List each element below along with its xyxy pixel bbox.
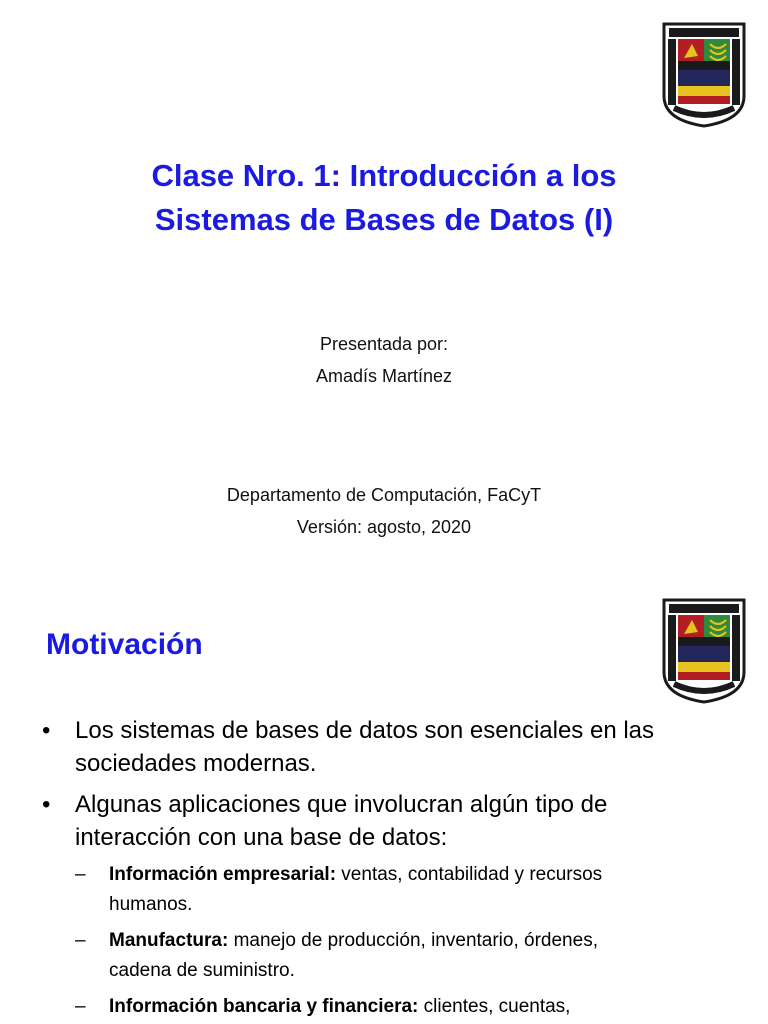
bullet-text-line: Los sistemas de bases de datos son esenciales en las [75, 717, 655, 744]
sub-bullet-list [75, 860, 722, 1022]
slide-title-line: Clase Nro. 1: Introducción a los [151, 158, 617, 193]
sub-bullet-term: Información empresarial: [109, 864, 337, 885]
bullet-marker: • [42, 791, 51, 818]
bullet-list [40, 714, 722, 1024]
sub-bullet-item [75, 992, 722, 1022]
author-name: Amadís Martínez [315, 366, 453, 386]
slide-title-line: Sistemas de Bases de Datos (I) [154, 202, 614, 237]
dash-marker: – [75, 864, 86, 885]
content-slide [0, 576, 768, 1024]
bullet-item [40, 714, 722, 780]
university-crest-logo [662, 22, 746, 128]
sub-bullet-text: clientes, cuentas, [418, 996, 571, 1017]
dash-marker: – [75, 930, 86, 951]
bullet-text-line: Algunas aplicaciones que involucran algún tipo de [75, 791, 608, 818]
dash-marker: – [75, 996, 86, 1017]
slide-title: Motivación [46, 628, 203, 661]
sub-bullet-item [75, 926, 722, 986]
bullet-item [40, 788, 722, 1022]
sub-bullet-text: ventas, contabilidad y recursos [336, 864, 603, 885]
university-crest-logo [662, 598, 746, 704]
sub-bullet-text: humanos. [109, 894, 193, 915]
bullet-text-line: sociedades modernas. [75, 750, 317, 777]
presented-by-label: Presentada por: [319, 334, 449, 354]
sub-bullet-text: manejo de producción, inventario, órdenes, [228, 930, 598, 951]
sub-bullet-term: Manufactura: [109, 930, 229, 951]
sub-bullet-term: Información bancaria y financiera: [109, 996, 419, 1017]
sub-bullet-text: cadena de suministro. [109, 960, 295, 981]
version-date: Versión: agosto, 2020 [296, 517, 472, 537]
crest-emblem [662, 22, 746, 128]
crest-emblem [662, 598, 746, 704]
sub-bullet-item [75, 860, 722, 920]
bullet-text-line: interacción con una base de datos: [75, 824, 448, 851]
bullet-marker: • [42, 717, 51, 744]
slide-title [60, 154, 708, 242]
department-name: Departamento de Computación, FaCyT [226, 485, 542, 505]
